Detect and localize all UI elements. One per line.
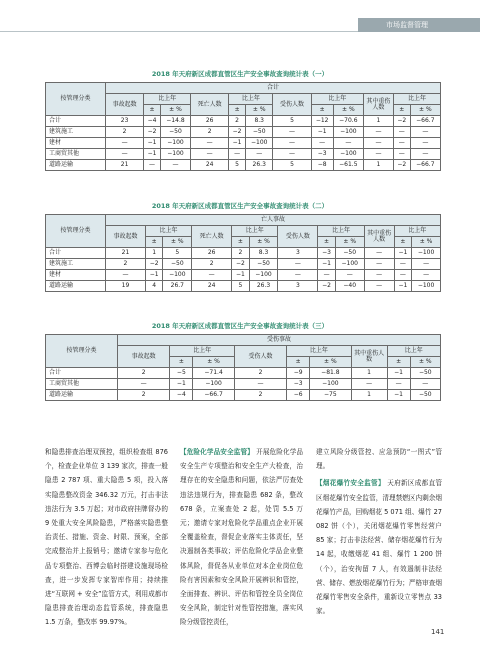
table-cell: — <box>410 149 440 160</box>
table-cell: −50 <box>163 259 192 270</box>
th-pm: ± <box>318 237 336 248</box>
table-cell: −2 <box>232 259 250 270</box>
th-pm: ± <box>229 105 246 116</box>
th-pct: ± % <box>193 357 234 368</box>
table-cell: — <box>394 259 412 270</box>
table-cell: — <box>160 160 190 171</box>
table-3 <box>45 334 441 401</box>
table-cell: −3 <box>287 379 310 390</box>
th-injured: 受伤人数 <box>278 226 318 248</box>
table-row <box>46 248 441 259</box>
th-yoy: 比上年 <box>145 226 191 237</box>
th-yoy: 比上年 <box>387 346 440 357</box>
table-cell: −100 <box>333 149 363 160</box>
th-yoy: 比上年 <box>393 94 440 105</box>
body-column-3 <box>316 445 442 618</box>
section-tab: 市场监督管理 <box>358 18 480 32</box>
table-cell: — <box>106 149 144 160</box>
table-2 <box>45 214 441 292</box>
table-cell: — <box>363 149 393 160</box>
table-row <box>46 138 441 149</box>
table-cell: −70.6 <box>333 116 363 127</box>
th-group: 合计 <box>106 83 441 94</box>
table-cell: 2 <box>234 390 286 401</box>
table-cell: 3 <box>278 248 318 259</box>
table-cell: 26.3 <box>249 281 278 292</box>
th-yoy: 比上年 <box>311 94 363 105</box>
table-cell: — <box>144 160 161 171</box>
table-cell: — <box>106 138 144 149</box>
table-cell: 24 <box>192 281 232 292</box>
table-cell: −50 <box>160 127 190 138</box>
table-cell: −50 <box>249 259 278 270</box>
th-group: 受伤事故 <box>118 335 441 346</box>
table-row <box>46 281 441 292</box>
table-cell: −1 <box>318 259 336 270</box>
table-cell: −1 <box>144 138 161 149</box>
table-cell: −1 <box>229 138 246 149</box>
th-accidents: 事故起数 <box>106 94 144 116</box>
table-cell: 23 <box>106 116 144 127</box>
table-cell: — <box>333 138 363 149</box>
header-rule <box>0 31 358 32</box>
table-cell: −2 <box>393 160 410 171</box>
table-cell: — <box>278 259 318 270</box>
table-cell: 5 <box>273 116 311 127</box>
table-cell: — <box>410 138 440 149</box>
table-1-title: 2018 年天府新区成都直管区生产安全事故查询统计表（一） <box>151 70 329 78</box>
th-pm: ± <box>144 105 161 116</box>
table-cell: 2 <box>229 116 246 127</box>
th-yoy: 比上年 <box>394 226 440 237</box>
table-cell: 1 <box>363 160 393 171</box>
table-cell: 2 <box>118 368 170 379</box>
table-cell: −66.7 <box>410 116 440 127</box>
th-pct: ± % <box>412 237 441 248</box>
table-cell: — <box>118 379 170 390</box>
table-cell: 8.3 <box>249 248 278 259</box>
table-row <box>46 390 441 401</box>
th-deaths: 死亡人数 <box>191 94 229 116</box>
table-cell: — <box>106 270 146 281</box>
row-category: 工商贸其他 <box>46 149 106 160</box>
table-cell: — <box>393 138 410 149</box>
page-number: 141 <box>431 628 445 636</box>
th-group: 亡人事故 <box>106 215 441 226</box>
th-category: 按管理分类 <box>46 83 106 116</box>
table-cell: — <box>273 127 311 138</box>
th-injured: 受伤人数 <box>273 94 311 116</box>
table-cell: −1 <box>394 248 412 259</box>
table-cell: — <box>273 138 311 149</box>
table-cell: −1 <box>387 368 410 379</box>
table-cell: −3 <box>318 248 336 259</box>
row-category: 合计 <box>46 368 118 379</box>
table-cell: 2 <box>118 390 170 401</box>
table-row <box>46 259 441 270</box>
th-pm: ± <box>387 357 410 368</box>
table-cell: 5 <box>163 248 192 259</box>
table-cell: 2 <box>106 127 144 138</box>
table-cell: −100 <box>160 149 190 160</box>
table-cell: 24 <box>191 160 229 171</box>
table-cell: −66.7 <box>193 390 234 401</box>
table-cell: −12 <box>311 116 333 127</box>
table-cell: −1 <box>145 270 163 281</box>
table-cell: −100 <box>412 281 441 292</box>
table-cell: −50 <box>335 248 364 259</box>
table-cell: 5 <box>273 160 311 171</box>
th-serious: 其中重伤人数 <box>363 94 393 116</box>
th-pct: ± % <box>335 237 364 248</box>
th-pm: ± <box>393 105 410 116</box>
th-yoy: 比上年 <box>287 346 351 357</box>
table-cell: — <box>393 149 410 160</box>
table-cell: −50 <box>410 390 440 401</box>
body-paragraph: 建立风险分级管控、应急预防“一图式”管理。 <box>316 448 442 471</box>
table-cell: — <box>412 270 441 281</box>
body-paragraph: 开展危险化学品安全生产专项整治和安全生产大检查，治理存在的安全隐患和问题，依法严厉查处违法违规行为，排查隐患 682 条，整改 678 条，立案查处 2 起，处罚 5.5 万元；邀请专家对危险化学品重点企业开展全覆盖检查，督促企业落实主体责任，坚决遏制各类事故；评估危险化学品企业整体风险，督促各从业单位对本企业岗位危险有害因素和安全风险开展辨识和管控，全面排查、辨识、评估和管控全员全岗位安全风险，制定针对性管控措施，落实风险分级管控责任， <box>180 448 303 627</box>
table-2-title: 2018 年天府新区成都直管区生产安全事故查询统计表（二） <box>151 202 329 210</box>
table-cell: −100 <box>193 379 234 390</box>
table-cell: −2 <box>144 127 161 138</box>
th-accidents: 事故起数 <box>106 226 146 248</box>
row-category: 建筑施工 <box>46 259 106 270</box>
table-row <box>46 368 441 379</box>
table-row <box>46 379 441 390</box>
table-cell: −100 <box>412 248 441 259</box>
row-category: 建材 <box>46 270 106 281</box>
table-cell: −100 <box>160 138 190 149</box>
table-cell: — <box>192 270 232 281</box>
row-category: 道路运输 <box>46 281 106 292</box>
table-cell: −8 <box>311 160 333 171</box>
table-cell: −75 <box>310 390 351 401</box>
table-cell: −3 <box>311 149 333 160</box>
table-cell: −61.5 <box>333 160 363 171</box>
table-cell: — <box>234 379 286 390</box>
th-pm: ± <box>170 357 193 368</box>
table-cell: 2 <box>234 368 286 379</box>
table-cell: — <box>393 127 410 138</box>
table-cell: — <box>364 259 394 270</box>
table-cell: −81.8 <box>310 368 351 379</box>
table-cell: −50 <box>245 127 273 138</box>
th-pm: ± <box>394 237 412 248</box>
table-cell: 8.3 <box>245 116 273 127</box>
th-pct: ± % <box>410 105 440 116</box>
table-cell: −100 <box>333 127 363 138</box>
table-cell: — <box>191 149 229 160</box>
table-cell: 26 <box>191 116 229 127</box>
table-3-title: 2018 年天府新区成都直管区生产安全事故查询统计表（三） <box>151 322 329 330</box>
table-cell: — <box>410 127 440 138</box>
th-serious: 其中重伤人数 <box>364 226 394 248</box>
table-cell: 3 <box>278 281 318 292</box>
table-cell: −100 <box>163 270 192 281</box>
table-row <box>46 270 441 281</box>
section-heading-hazchem: 【危险化学品安全监管】 <box>180 448 254 456</box>
section-heading-fireworks: 【烟花爆竹安全监管】 <box>316 479 385 488</box>
table-cell: — <box>351 379 387 390</box>
table-cell: −5 <box>170 368 193 379</box>
th-yoy: 比上年 <box>144 94 191 105</box>
table-cell: −6 <box>287 390 310 401</box>
table-cell: −2 <box>145 259 163 270</box>
table-cell: −2 <box>229 127 246 138</box>
table-cell: −100 <box>310 379 351 390</box>
body-column-2 <box>180 445 303 630</box>
th-serious: 其中重伤人数 <box>351 346 387 368</box>
row-category: 合计 <box>46 116 106 127</box>
th-pm: ± <box>232 237 250 248</box>
table-cell: −14.8 <box>160 116 190 127</box>
row-category: 合计 <box>46 248 106 259</box>
body-paragraph: 天府新区成都直管区烟花爆竹安全监管，清理禁燃区内剩余烟花爆竹产品，回购烟花 5 071 组、爆竹 27 082 饼（个），关闭烟花爆竹零售经营户 85 家；打击非法经营、储存烟花爆竹行为 14 起，收缴烟花 41 组、爆竹 1 200 饼（个），治安拘留 7 人，有效遏制非法经营、储存、燃放烟花爆竹行为；严格审查烟花爆竹零售安全条件，重新设立零售点 33 家。 <box>316 479 442 616</box>
table-cell: 2 <box>191 127 229 138</box>
table-cell: 21 <box>106 248 146 259</box>
table-cell: −1 <box>387 390 410 401</box>
table-cell: 21 <box>106 160 144 171</box>
table-cell: −4 <box>144 116 161 127</box>
row-category: 建筑施工 <box>46 127 106 138</box>
table-cell: −4 <box>170 390 193 401</box>
table-cell: 1 <box>351 368 387 379</box>
table-cell: — <box>364 270 394 281</box>
table-cell: −9 <box>287 368 310 379</box>
th-pct: ± % <box>310 357 351 368</box>
table-cell: −66.7 <box>410 160 440 171</box>
table-cell: 1 <box>363 116 393 127</box>
table-cell: 1 <box>145 248 163 259</box>
table-cell: — <box>318 270 336 281</box>
table-row <box>46 160 441 171</box>
table-cell: — <box>412 259 441 270</box>
th-pct: ± % <box>333 105 363 116</box>
th-category: 按管理分类 <box>46 215 106 248</box>
table-row <box>46 127 441 138</box>
th-pct: ± % <box>245 105 273 116</box>
table-cell: −50 <box>410 368 440 379</box>
table-cell: 2 <box>192 259 232 270</box>
th-deaths: 死亡人数 <box>192 226 232 248</box>
th-accidents: 事故起数 <box>118 346 170 368</box>
table-cell: −40 <box>335 281 364 292</box>
table-cell: 5 <box>232 281 250 292</box>
table-cell: — <box>273 149 311 160</box>
th-pm: ± <box>145 237 163 248</box>
th-yoy: 比上年 <box>232 226 278 237</box>
row-category: 工商贸其他 <box>46 379 118 390</box>
table-cell: −2 <box>318 281 336 292</box>
th-yoy: 比上年 <box>229 94 273 105</box>
table-cell: −100 <box>249 270 278 281</box>
table-cell: −100 <box>335 259 364 270</box>
table-cell: — <box>364 281 394 292</box>
table-cell: — <box>387 379 410 390</box>
table-cell: −1 <box>170 379 193 390</box>
table-cell: — <box>191 138 229 149</box>
th-pm: ± <box>311 105 333 116</box>
th-yoy: 比上年 <box>170 346 234 357</box>
table-cell: — <box>278 270 318 281</box>
table-cell: 26.3 <box>245 160 273 171</box>
th-yoy: 比上年 <box>318 226 364 237</box>
table-cell: 5 <box>229 160 246 171</box>
th-pct: ± % <box>410 357 440 368</box>
table-cell: — <box>335 270 364 281</box>
table-cell: 2 <box>232 248 250 259</box>
table-cell: — <box>363 138 393 149</box>
row-category: 建材 <box>46 138 106 149</box>
table-cell: 2 <box>106 259 146 270</box>
body-column-1 <box>45 445 168 630</box>
table-cell: −1 <box>232 270 250 281</box>
table-cell: — <box>311 138 333 149</box>
row-category: 道路运输 <box>46 160 106 171</box>
table-1 <box>45 82 441 171</box>
table-cell: — <box>364 248 394 259</box>
table-cell: −100 <box>245 138 273 149</box>
table-cell: 26.7 <box>163 281 192 292</box>
table-cell: — <box>245 149 273 160</box>
th-category: 按管理分类 <box>46 335 118 368</box>
table-row <box>46 116 441 127</box>
table-cell: −1 <box>144 149 161 160</box>
table-cell: −71.4 <box>193 368 234 379</box>
th-pct: ± % <box>249 237 278 248</box>
th-pm: ± <box>287 357 310 368</box>
table-cell: −1 <box>311 127 333 138</box>
table-cell: 26 <box>192 248 232 259</box>
table-cell: 19 <box>106 281 146 292</box>
table-cell: −2 <box>393 116 410 127</box>
table-cell: — <box>410 379 440 390</box>
table-cell: 1 <box>351 390 387 401</box>
th-injured: 受伤人数 <box>234 346 286 368</box>
table-cell: — <box>229 149 246 160</box>
row-category: 道路运输 <box>46 390 118 401</box>
body-paragraph: 和隐患排查治理双预控，组织检查组 876 个，检查企业单位 3 139 家次，排查一般隐患 2 787 项、重大隐患 5 项，投入落实隐患整改资金 346.32 万元，打击非法违法行为 3.5 万起；对市政府挂牌督办的 9 处重大安全风险隐患，严格落实隐患整治责任、措施、资金、时限、预案，全部完成整治并上报销号；邀请专家参与危化品专项整治、西博会临时搭建设施现场检查，进一步发挥专家智库作用；持续推进“互联网 + 安全”监管方式，利用成都市隐患排查治理动态监管系统，排查隐患 1.5 万条，整改率 99.97%。 <box>45 448 168 627</box>
table-cell: 4 <box>145 281 163 292</box>
table-cell: −1 <box>394 281 412 292</box>
table-row <box>46 149 441 160</box>
th-pct: ± % <box>160 105 190 116</box>
table-cell: — <box>394 270 412 281</box>
table-cell: — <box>363 127 393 138</box>
th-pct: ± % <box>163 237 192 248</box>
